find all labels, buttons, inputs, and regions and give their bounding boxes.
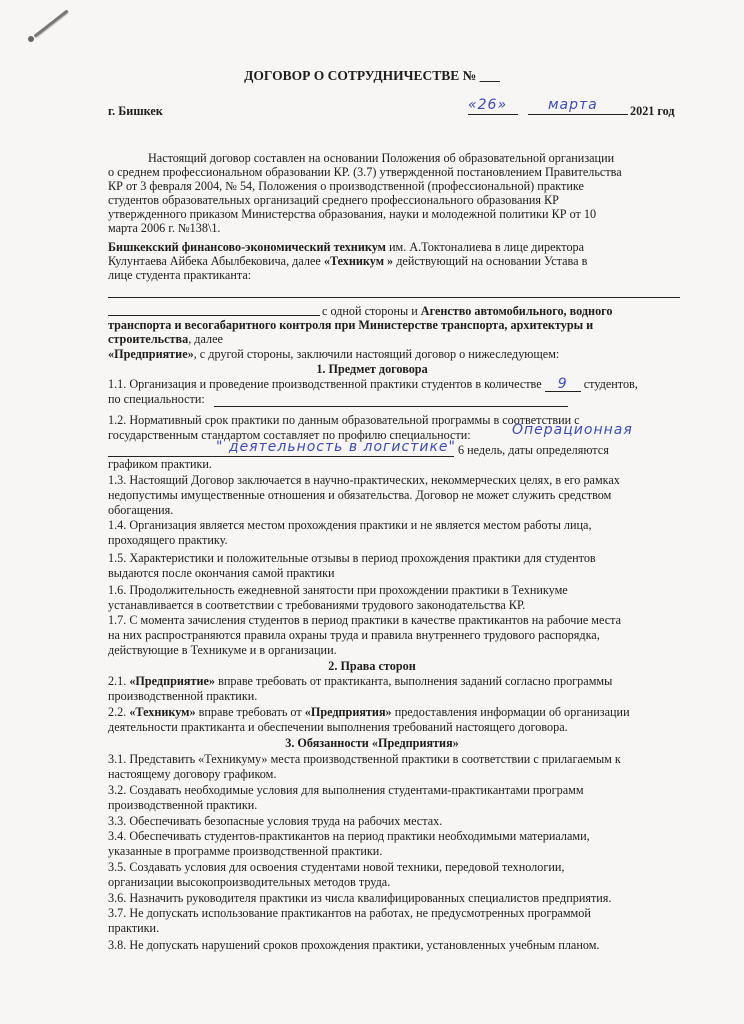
clause-1-2-schedule: графиком практики. [108, 457, 212, 471]
section-1-title: 1. Предмет договора [316, 362, 428, 376]
clause-2-1-cont: производственной практики. [108, 689, 258, 703]
city-label: г. Бишкек [108, 104, 163, 118]
clause-3-line: практики. [108, 921, 160, 935]
clause-3-line: 3.2. Создавать необходимые условия для выполнения студентами-практикантами программ [108, 783, 584, 797]
date-day-underline [468, 114, 518, 115]
party1-rest: им. А.Токтоналиева в лице директора [385, 240, 585, 254]
intro-line: о среднем профессиональном образовании КР. (3.7) утвержденной постановлением Правительства [108, 165, 622, 179]
staple-hole [28, 36, 34, 42]
clause-1-5: 1.5. Характеристики и положительные отзывы в период прохождения практики для студентов [108, 551, 596, 565]
clause-1-4: проходящего практику. [108, 533, 228, 547]
clause-1-6: 1.6. Продолжительность ежедневной занятости при прохождении практики в Техникуме [108, 583, 568, 597]
party2-name-part1: Агенство автомобильного, водного [420, 304, 613, 318]
clause-3-line: 3.5. Создавать условия для освоения студентами новой техники, передовой технологии, [108, 860, 565, 874]
clause-2-2-party1: «Техникум» [129, 705, 196, 719]
party2-name-part3: строительства [108, 332, 189, 346]
clause-1-2-duration: 6 недель, даты определяются [458, 443, 609, 457]
clause-1-7: 1.7. С момента зачисления студентов в период практики в качестве практикантов на рабочие места [108, 613, 622, 627]
clause-1-6: устанавливается в соответствии с требованиями трудового законодательства КР. [108, 598, 526, 612]
clause-3-line: 3.4. Обеспечивать студентов-практикантов на период практики необходимыми материалами, [108, 829, 590, 843]
clause-1-4: 1.4. Организация является местом прохождения практики и не является местом работы лица, [108, 518, 592, 532]
clause-2-1 [108, 674, 612, 688]
clause-3-line: производственной практики. [108, 798, 258, 812]
intro-line: марта 2006 г. №138\1. [108, 221, 221, 235]
intro-line: студентов образовательных организаций среднего профессионального образования КР [108, 193, 559, 207]
date-month: марта [548, 97, 598, 113]
clause-2-2-cont: деятельности практиканта и обеспечении выполнения требований настоящего договора. [108, 720, 568, 734]
party2-line [108, 347, 559, 361]
section-3-title: 3. Обязанности «Предприятия» [285, 736, 459, 750]
intro-line: КР от 3 февраля 2004, № 54, Положения о производственной (профессиональной) практике [108, 179, 584, 193]
party2-line [108, 332, 223, 346]
clause-2-2-party2: «Предприятия» [304, 705, 392, 719]
handwritten-specialty-2: " деятельность в логистике" [216, 439, 456, 455]
clause-1-1-text: 1.1. Организация и проведение производственной практики студентов в количестве [108, 377, 545, 391]
clause-3-line: указанные в программе производственной практики. [108, 844, 383, 858]
clause-3-line: 3.3. Обеспечивать безопасные условия труда на рабочих местах. [108, 814, 443, 828]
party1-name: Бишкекский финансово-экономический техникум [108, 240, 386, 254]
clause-3-line: организации высокопроизводительных методов труда. [108, 875, 391, 889]
party1-student-label: лице студента практиканта: [108, 268, 252, 282]
clause-3-line: 3.7. Не допускать использование практикантов на работах, не предусмотренных программой [108, 906, 591, 920]
party1-short-name: «Техникум » [323, 254, 394, 268]
clause-2-1-party: «Предприятие» [129, 674, 216, 688]
clause-3-line: настоящему договору графиком. [108, 767, 277, 781]
party2-intro: с одной стороны и [322, 304, 421, 318]
clause-1-7: действующие в Техникуме и в организации. [108, 643, 337, 657]
clause-3-line: 3.1. Представить «Техникуму» места производственной практики в соответствии с прилагаемым к [108, 752, 621, 766]
clause-1-1-specialty: по специальности: [108, 392, 205, 406]
clause-2-2-text2: предоставления информации об организации [391, 705, 630, 719]
party1-director: Кулунтаева Айбека Абылбековича, далее [108, 254, 324, 268]
clause-1-5: выдаются после окончания самой практики [108, 566, 335, 580]
party1-line [108, 254, 587, 268]
party2-name-part2: транспорта и весогабаритного контроля при Министерстве транспорта, архитектуры и [108, 318, 594, 332]
student-blank-line [108, 297, 680, 298]
clause-1-3: обогащения. [108, 503, 174, 517]
clause-1-3: недопустимы имущественные отношения и обязательства. Договор не может служить средством [108, 488, 612, 502]
clause-2-2-text1: вправе требовать от [195, 705, 305, 719]
party2-short-name: «Предприятие» [108, 347, 194, 361]
staple-mark [34, 9, 69, 37]
party2-line [322, 304, 613, 318]
date-month-underline [528, 114, 628, 115]
clause-3-line: 3.6. Назначить руководителя практики из числа квалифицированных специалистов предприятия. [108, 891, 612, 905]
clause-2-2 [108, 705, 630, 719]
intro-line: Настоящий договор составлен на основании Положения об образовательной организации [148, 151, 615, 165]
clause-1-2: 1.2. Нормативный срок практики по данным образовательной программы в соответствии с [108, 413, 580, 427]
clause-2-1-number: 2.1. [108, 674, 130, 688]
date-year: 2021 год [630, 104, 675, 118]
clause-1-1 [108, 377, 638, 392]
section-2-title: 2. Права сторон [328, 659, 416, 673]
party2-agreement: , с другой стороны, заключили настоящий договор о нижеследующем: [193, 347, 560, 361]
clause-2-2-number: 2.2. [108, 705, 130, 719]
clause-1-7: на них распространяются правила охраны труда и правила внутреннего трудового распорядка, [108, 628, 600, 642]
handwritten-specialty-1: Операционная [512, 422, 633, 438]
clause-1-2: государственным стандартом составляет по профилю специальности: [108, 428, 471, 442]
clause-2-1-text: вправе требовать от практиканта, выполнения заданий согласно программы [215, 674, 613, 688]
date-day: «26» [468, 97, 508, 113]
party1-basis: действующий на основании Устава в [393, 254, 588, 268]
clause-3-line: 3.8. Не допускать нарушений сроков прохождения практики, установленных учебным планом. [108, 938, 600, 952]
student-blank-line-2 [108, 315, 320, 316]
document-title: ДОГОВОР О СОТРУДНИЧЕСТВЕ № ___ [244, 68, 500, 83]
clause-1-3: 1.3. Настоящий Договор заключается в научно-практических, некоммерческих целях, в его рамках [108, 473, 620, 487]
party2-further: , далее [188, 332, 223, 346]
specialty-blank-line [214, 406, 568, 407]
student-count: 9 [545, 377, 581, 392]
party1-line [108, 240, 584, 254]
intro-line: утвержденного приказом Министерства образования, науки и молодежной политики КР от 10 [108, 207, 597, 221]
clause-1-1-unit: студентов, [580, 377, 638, 391]
